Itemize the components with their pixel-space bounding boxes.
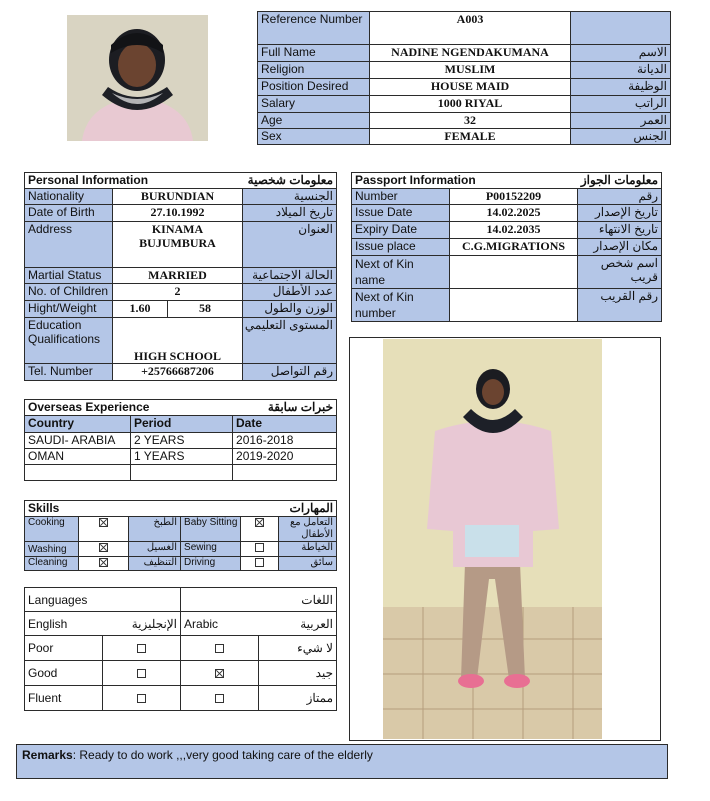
kin-name-ar	[578, 256, 662, 289]
skill-babysitting-label: Baby Sitting	[181, 517, 241, 542]
passport-number-value: P00152209	[450, 189, 578, 205]
level-fluent-label: Fluent	[25, 686, 103, 711]
hw-label: Hight/Weight	[25, 301, 113, 318]
children-label: No. of Children	[25, 284, 113, 301]
full-body-photo	[383, 339, 602, 739]
height-value: 1.60	[113, 301, 168, 318]
skill-driving-checkbox[interactable]	[255, 558, 264, 567]
salary-value: 1000 RIYAL	[370, 96, 571, 113]
level-fluent-arabic-cell	[181, 686, 259, 711]
address-ar: العنوان	[243, 222, 337, 268]
skill-washing-label: Washing	[25, 542, 79, 557]
skill-cooking-checkbox[interactable]	[99, 518, 108, 527]
hw-ar: الوزن والطول	[243, 301, 337, 318]
issue-date-label: Issue Date	[352, 205, 450, 222]
kin-number-label-line-1: Next of Kin	[355, 290, 414, 304]
arabic-label: Arabic	[181, 612, 259, 636]
full-name-label: Full Name	[258, 45, 370, 62]
marital-value: MARRIED	[113, 268, 243, 284]
personal-title: Personal Information	[25, 173, 218, 189]
level-poor-label: Poor	[25, 636, 103, 661]
skill-driving-label: Driving	[181, 557, 241, 571]
remarks-label: Remarks	[22, 748, 73, 762]
level-fluent-ar: ممتاز	[259, 686, 337, 711]
address-value	[113, 222, 243, 268]
country-cell: SAUDI- ARABIA	[25, 433, 131, 449]
religion-ar: الديانة	[571, 62, 671, 79]
reference-ar	[571, 12, 671, 45]
kin-name-label-line-1: Next of Kin	[355, 257, 414, 271]
expiry-date-label: Expiry Date	[352, 222, 450, 239]
kin-name-label	[352, 256, 450, 289]
skill-babysitting-ar-line-1: التعامل مع	[289, 517, 334, 528]
languages-table	[24, 587, 337, 711]
kin-number-value	[450, 289, 578, 322]
level-good-arabic-cell	[181, 661, 259, 686]
kin-number-label-line-2: number	[355, 306, 396, 320]
dob-value: 27.10.1992	[113, 205, 243, 222]
reference-label: Reference Number	[258, 12, 370, 45]
tel-value: +25766687206	[113, 364, 243, 381]
period-cell: 1 YEARS	[131, 449, 233, 465]
table-row	[25, 449, 337, 465]
dob-ar: تاريخ الميلاد	[243, 205, 337, 222]
col-period: Period	[131, 416, 233, 433]
remarks-box	[16, 744, 668, 779]
age-value: 32	[370, 113, 571, 129]
good-english-checkbox[interactable]	[137, 669, 146, 678]
kin-name-label-line-2: name	[355, 273, 386, 287]
skill-babysitting-ar	[279, 517, 337, 542]
portrait-photo	[67, 15, 208, 141]
position-value: HOUSE MAID	[370, 79, 571, 96]
skill-sewing-label: Sewing	[181, 542, 241, 557]
nationality-label: Nationality	[25, 189, 113, 205]
skill-cleaning-label: Cleaning	[25, 557, 79, 571]
personal-info-table	[24, 172, 337, 381]
passport-title: Passport Information	[352, 173, 578, 189]
date-cell	[233, 465, 337, 481]
reference-value: A003	[370, 12, 571, 45]
passport-number-ar: رقم	[578, 189, 662, 205]
fluent-arabic-checkbox[interactable]	[215, 694, 224, 703]
religion-value: MUSLIM	[370, 62, 571, 79]
skills-title-ar: المهارات	[181, 501, 337, 517]
english-ar: الإنجليزية	[103, 612, 181, 636]
level-good-ar: جيد	[259, 661, 337, 686]
personal-title-ar: معلومات شخصية	[218, 173, 337, 189]
skill-washing-ar: الغسيل	[129, 542, 181, 557]
passport-info-table	[351, 172, 662, 322]
kin-number-label	[352, 289, 450, 322]
religion-label: Religion	[258, 62, 370, 79]
issue-place-value: C.G.MIGRATIONS	[450, 239, 578, 256]
age-label: Age	[258, 113, 370, 129]
skill-cleaning-checkbox[interactable]	[99, 558, 108, 567]
skill-babysitting-ar-line-2: الأطفال	[301, 529, 334, 540]
country-cell: OMAN	[25, 449, 131, 465]
arabic-ar: العربية	[259, 612, 337, 636]
languages-title-ar: اللغات	[181, 588, 337, 612]
header-table	[257, 11, 671, 145]
education-ar: المستوى التعليمي	[243, 318, 337, 364]
passport-title-ar: معلومات الجواز	[578, 173, 662, 189]
expiry-date-ar: تاريخ الانتهاء	[578, 222, 662, 239]
full-body-photo-frame	[349, 337, 661, 741]
marital-ar: الحالة الاجتماعية	[243, 268, 337, 284]
education-label	[25, 318, 113, 364]
address-line-2: BUJUMBURA	[139, 236, 216, 250]
overseas-title: Overseas Experience	[25, 400, 233, 416]
skill-babysitting-cell	[241, 517, 279, 542]
nationality-ar: الجنسية	[243, 189, 337, 205]
kin-name-ar-line-2: قريب	[630, 270, 658, 284]
skill-sewing-cell	[241, 542, 279, 557]
english-label: English	[25, 612, 103, 636]
education-label-line-2: Qualifications	[28, 332, 101, 346]
overseas-table	[24, 399, 337, 481]
education-label-line-1: Education	[28, 318, 82, 332]
children-value: 2	[113, 284, 243, 301]
skill-cleaning-cell	[79, 557, 129, 571]
children-ar: عدد الأطفال	[243, 284, 337, 301]
marital-label: Martial Status	[25, 268, 113, 284]
table-row	[25, 433, 337, 449]
level-good-label: Good	[25, 661, 103, 686]
education-value: HIGH SCHOOL	[113, 318, 243, 364]
issue-date-value: 14.02.2025	[450, 205, 578, 222]
position-ar: الوظيفة	[571, 79, 671, 96]
level-poor-english-cell	[103, 636, 181, 661]
issue-place-label: Issue place	[352, 239, 450, 256]
skill-babysitting-checkbox[interactable]	[255, 518, 264, 527]
tel-ar: رقم التواصل	[243, 364, 337, 381]
level-good-english-cell	[103, 661, 181, 686]
skills-table	[24, 500, 337, 571]
kin-number-ar: رقم القريب	[578, 289, 662, 322]
kin-name-ar-line-1: اسم شخص	[600, 256, 658, 270]
table-row	[25, 465, 337, 481]
skill-washing-cell	[79, 542, 129, 557]
overseas-title-ar: خبرات سابقة	[233, 400, 337, 416]
issue-date-ar: تاريخ الإصدار	[578, 205, 662, 222]
sex-ar: الجنس	[571, 129, 671, 145]
languages-title: Languages	[25, 588, 181, 612]
tel-label: Tel. Number	[25, 364, 113, 381]
position-label: Position Desired	[258, 79, 370, 96]
country-cell	[25, 465, 131, 481]
kin-name-value	[450, 256, 578, 289]
period-cell: 2 YEARS	[131, 433, 233, 449]
skill-sewing-checkbox[interactable]	[255, 543, 264, 552]
poor-arabic-checkbox[interactable]	[215, 644, 224, 653]
fluent-english-checkbox[interactable]	[137, 694, 146, 703]
poor-english-checkbox[interactable]	[137, 644, 146, 653]
passport-number-label: Number	[352, 189, 450, 205]
level-fluent-english-cell	[103, 686, 181, 711]
skill-cleaning-ar: التنظيف	[129, 557, 181, 571]
issue-place-ar: مكان الإصدار	[578, 239, 662, 256]
date-cell: 2019-2020	[233, 449, 337, 465]
address-label: Address	[25, 222, 113, 268]
col-country: Country	[25, 416, 131, 433]
address-line-1: KINAMA	[151, 222, 204, 236]
salary-ar: الراتب	[571, 96, 671, 113]
skill-cooking-cell	[79, 517, 129, 542]
sex-value: FEMALE	[370, 129, 571, 145]
dob-label: Date of Birth	[25, 205, 113, 222]
level-poor-ar: لا شيء	[259, 636, 337, 661]
level-poor-arabic-cell	[181, 636, 259, 661]
full-name-value: NADINE NGENDAKUMANA	[370, 45, 571, 62]
skill-cooking-ar: الطبخ	[129, 517, 181, 542]
expiry-date-value: 14.02.2035	[450, 222, 578, 239]
weight-value: 58	[168, 301, 243, 318]
skill-cooking-label: Cooking	[25, 517, 79, 542]
col-date: Date	[233, 416, 337, 433]
nationality-value: BURUNDIAN	[113, 189, 243, 205]
date-cell: 2016-2018	[233, 433, 337, 449]
salary-label: Salary	[258, 96, 370, 113]
remarks-text: : Ready to do work ,,,very good taking care of the elderly	[72, 748, 373, 762]
age-ar: العمر	[571, 113, 671, 129]
period-cell	[131, 465, 233, 481]
skill-driving-cell	[241, 557, 279, 571]
good-arabic-checkbox[interactable]	[215, 669, 224, 678]
full-name-ar: الاسم	[571, 45, 671, 62]
sex-label: Sex	[258, 129, 370, 145]
skill-sewing-ar: الخياطة	[279, 542, 337, 557]
skill-driving-ar: سائق	[279, 557, 337, 571]
skill-washing-checkbox[interactable]	[99, 543, 108, 552]
skills-title: Skills	[25, 501, 181, 517]
